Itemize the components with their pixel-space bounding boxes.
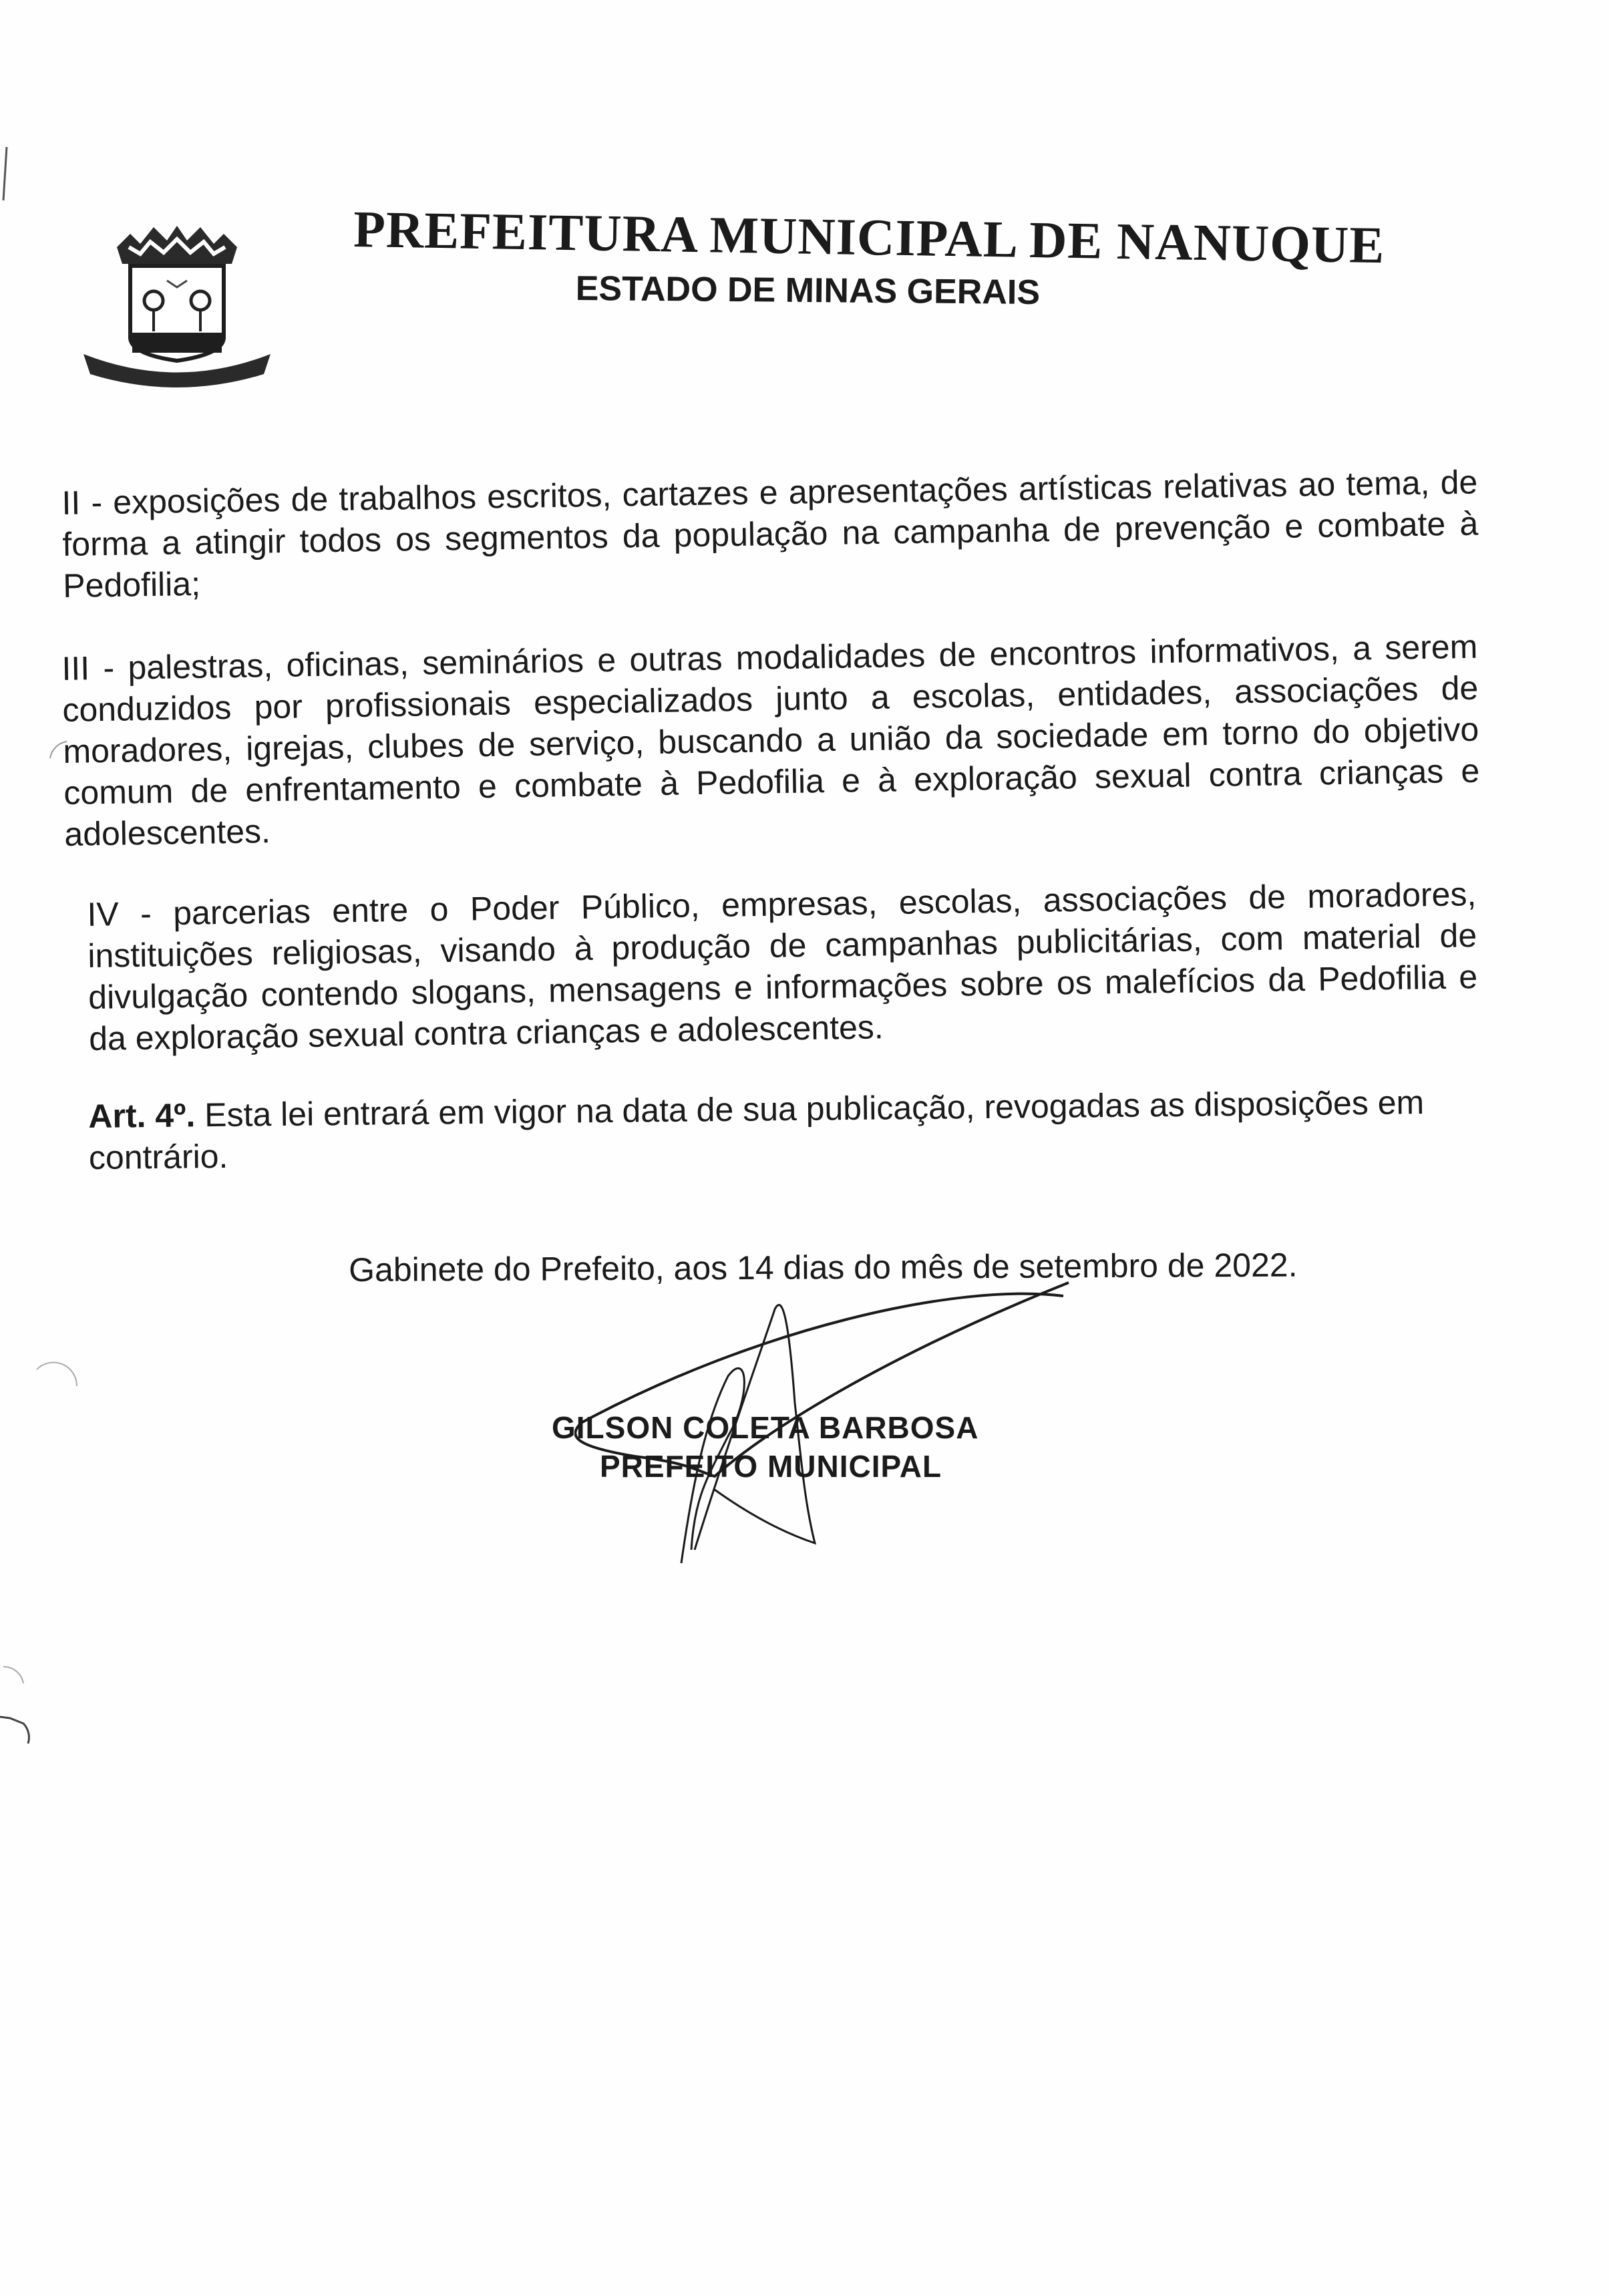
paragraph-item-ii: II - exposições de trabalhos escritos, cartazes e apresentações artísticas relativas ao tema, de forma a atingir todos os segmentos da população na campanha de prevenção e combate à Pedofilia; (61, 463, 1479, 605)
signatory-name: GILSON COLETA BARBOSA (552, 1410, 979, 1445)
paragraph-item-iv: IV - parcerias entre o Poder Público, empresas, escolas, associações de moradores, instituições religiosas, visando à produção de campanhas publicitárias, com material de divulgação contendo slogans, mensagens e informações sobre os malefícios da Pedofilia e da exploração sexual contra crianças e adolescentes. (87, 875, 1478, 1057)
paragraph-item-iii: III - palestras, oficinas, seminários e outras modalidades de encontros informativos, a serem conduzidos por profissionais especializados junto a escolas, entidades, associações de moradores, igrejas, clubes de serviço, buscando a união da sociedade em torno do objetivo comum de enfrentamento e combate à Pedofilia e à exploração sexual contra crianças e adolescentes. (61, 627, 1480, 853)
article-4 (88, 1082, 1458, 1178)
coat-of-arms-icon (77, 220, 277, 387)
signatory-role: PREFEITO MUNICIPAL (600, 1449, 942, 1484)
article-text: Esta lei entrará em vigor na data de sua publicação, revogadas as disposições em contrário. (88, 1084, 1425, 1176)
page-subtitle: ESTADO DE MINAS GERAIS (575, 269, 1041, 313)
closing-place-date: Gabinete do Prefeito, aos 14 dias do mês de setembro de 2022. (349, 1246, 1298, 1289)
page-title: PREFEITURA MUNICIPAL DE NANUQUE (353, 199, 1385, 275)
article-label: Art. 4º. (88, 1096, 196, 1135)
